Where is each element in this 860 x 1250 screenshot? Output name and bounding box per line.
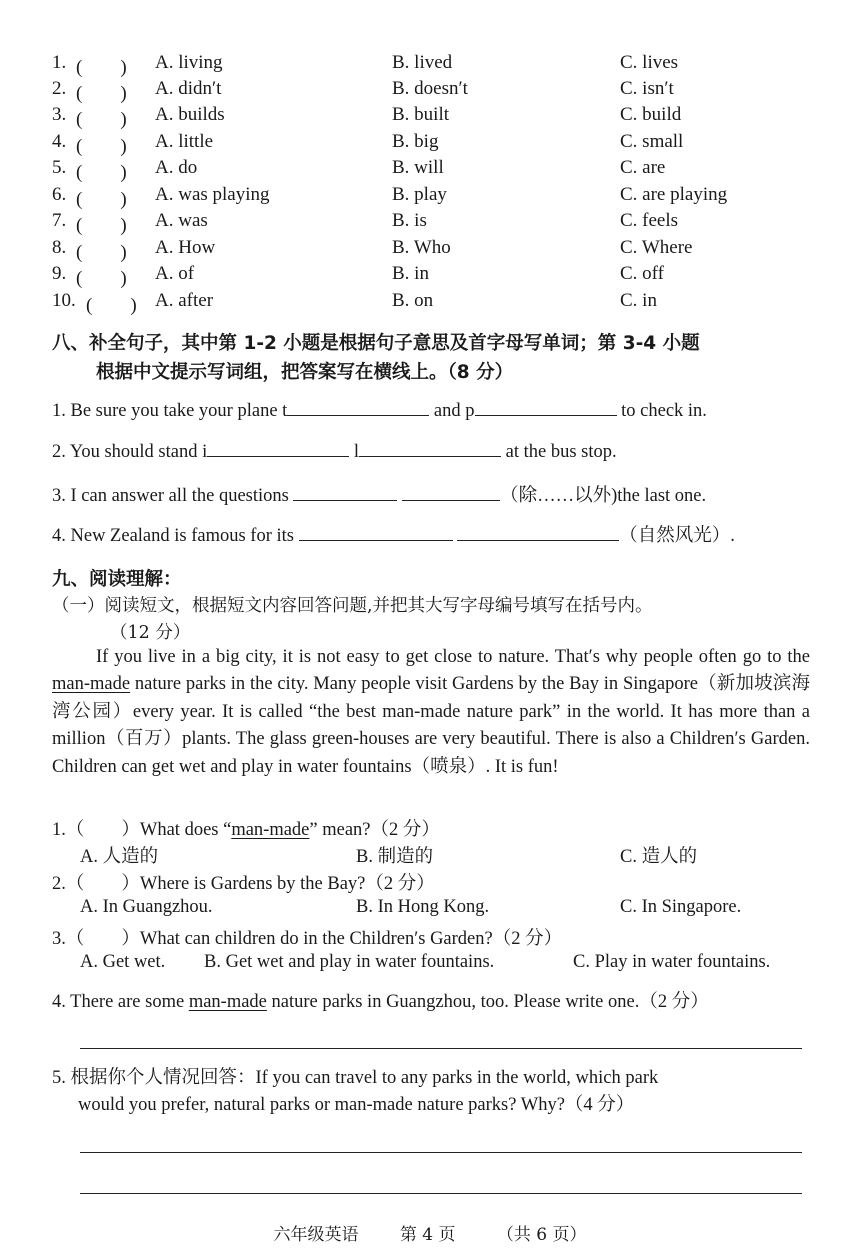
question-number: 9. bbox=[52, 263, 67, 284]
question-3-options bbox=[80, 952, 810, 978]
option-c: C. isn′t bbox=[620, 78, 674, 99]
option-a: A. was playing bbox=[155, 184, 270, 205]
footer-page-number: 第 4 页 bbox=[399, 1225, 456, 1245]
option-a: A. was bbox=[155, 210, 208, 231]
answer-blank[interactable] bbox=[402, 484, 500, 501]
option-row bbox=[52, 184, 812, 210]
question-2-options bbox=[80, 897, 810, 923]
option-row bbox=[52, 210, 812, 236]
option-b: B. play bbox=[392, 184, 447, 205]
answer-blank[interactable] bbox=[457, 524, 619, 541]
option-a: A. builds bbox=[155, 104, 225, 125]
option-b: B. in bbox=[392, 263, 429, 284]
sentence-text: 3. I can answer all the questions bbox=[52, 486, 289, 506]
answer-blank[interactable] bbox=[293, 484, 397, 501]
question-1: 1.（ ）What does “man-made” mean?（2 分） bbox=[52, 820, 440, 840]
answer-line[interactable] bbox=[80, 1193, 802, 1194]
option-c: C. in bbox=[620, 290, 657, 311]
option-row bbox=[52, 78, 812, 104]
option-c: C. feels bbox=[620, 210, 679, 231]
sentence-text: 4. New Zealand is famous for its bbox=[52, 526, 294, 546]
option-c: C. 造人的 bbox=[620, 847, 698, 867]
option-a: A. How bbox=[155, 237, 216, 258]
answer-bracket[interactable]: ( ) bbox=[76, 109, 127, 130]
underlined-term: man-made bbox=[52, 674, 131, 695]
option-row bbox=[52, 290, 812, 316]
question-number: 2. bbox=[52, 78, 67, 99]
option-b: B. is bbox=[392, 210, 427, 231]
option-a: A. In Guangzhou. bbox=[80, 897, 213, 917]
option-row bbox=[52, 131, 812, 157]
option-b: B. built bbox=[392, 104, 450, 125]
option-c: C. In Singapore. bbox=[620, 897, 742, 917]
answer-blank[interactable] bbox=[359, 440, 501, 457]
answer-bracket[interactable]: ( ) bbox=[76, 189, 127, 210]
answer-bracket[interactable]: ( ) bbox=[76, 162, 127, 183]
answer-line[interactable] bbox=[80, 1048, 802, 1049]
question-number: 6. bbox=[52, 184, 67, 205]
underlined-term: man-made bbox=[188, 992, 267, 1012]
sentence-text: 2. You should stand i bbox=[52, 442, 208, 462]
option-c: C. are bbox=[620, 157, 666, 178]
option-c: C. are playing bbox=[620, 184, 728, 205]
question-5: 5. 根据你个人情况回答：If you can travel to any parks in the world, which park bbox=[52, 1068, 659, 1088]
sentence-text: （自然风光）. bbox=[619, 526, 735, 546]
sentence-2 bbox=[52, 440, 617, 463]
question-number: 7. bbox=[52, 210, 67, 231]
question-1-options bbox=[80, 842, 810, 868]
option-row bbox=[52, 52, 812, 78]
option-a: A. of bbox=[155, 263, 195, 284]
option-row bbox=[52, 237, 812, 263]
question-number: 1. bbox=[52, 52, 67, 73]
sentence-text: 1. Be sure you take your plane t bbox=[52, 401, 288, 421]
answer-bracket[interactable]: ( ) bbox=[76, 136, 127, 157]
part-instructions: （一）阅读短文，根据短文内容回答问题,并把其大写字母编号填写在括号内。 bbox=[52, 596, 653, 616]
question-number: 5. bbox=[52, 157, 67, 178]
reading-passage: If you live in a big city, it is not easy to get close to nature. That′s why people often go to the man-made nature parks in the city. Many people visit Gardens by the Bay in Singapore（新加坡滨海湾公园）every year. It is called “the best man-made nature park” in the world. It has more than a million（百万）plants. The glass green-houses are very beautiful. There is also a Children′s Garden. Children can get wet and play in water fountains（喷泉）. It is fun! bbox=[52, 647, 810, 777]
underlined-term: man-made bbox=[231, 820, 310, 840]
option-a: A. Get wet. bbox=[80, 952, 166, 972]
option-a: A. 人造的 bbox=[80, 847, 159, 867]
option-b: B. will bbox=[392, 157, 444, 178]
option-a: A. do bbox=[155, 157, 198, 178]
sentence-text: （除……以外)the last one. bbox=[500, 486, 707, 506]
question-number: 4. bbox=[52, 131, 67, 152]
option-row bbox=[52, 157, 812, 183]
option-c: C. Play in water fountains. bbox=[573, 952, 771, 972]
sentence-4 bbox=[52, 521, 735, 547]
footer-subject: 六年级英语 bbox=[273, 1225, 359, 1245]
answer-bracket[interactable]: ( ) bbox=[76, 268, 127, 289]
question-number: 8. bbox=[52, 237, 67, 258]
section-heading: 八、补全句子，其中第 1-2 小题是根据句子意思及首字母写单词；第 3-4 小题 bbox=[52, 333, 700, 354]
option-b: B. big bbox=[392, 131, 439, 152]
option-c: C. small bbox=[620, 131, 684, 152]
answer-line[interactable] bbox=[80, 1152, 802, 1153]
answer-bracket[interactable]: ( ) bbox=[76, 57, 127, 78]
option-b: B. lived bbox=[392, 52, 453, 73]
option-b: B. Who bbox=[392, 237, 451, 258]
answer-bracket[interactable]: ( ) bbox=[76, 242, 127, 263]
option-a: A. little bbox=[155, 131, 214, 152]
sentence-3 bbox=[52, 481, 706, 507]
sentence-text: and p bbox=[433, 401, 475, 421]
answer-bracket[interactable]: ( ) bbox=[86, 295, 137, 316]
option-c: C. lives bbox=[620, 52, 679, 73]
answer-bracket[interactable]: ( ) bbox=[76, 215, 127, 236]
option-b: B. In Hong Kong. bbox=[356, 897, 490, 917]
option-a: A. didn′t bbox=[155, 78, 222, 99]
option-c: C. off bbox=[620, 263, 664, 284]
sentence-text: l bbox=[353, 442, 359, 462]
question-number: 3. bbox=[52, 104, 67, 125]
question-5-continued: would you prefer, natural parks or man-made nature parks? Why?（4 分） bbox=[78, 1095, 635, 1115]
page-footer bbox=[0, 1220, 860, 1245]
option-a: A. living bbox=[155, 52, 223, 73]
section-heading-continued: 根据中文提示写词组，把答案写在横线上。（8 分） bbox=[96, 362, 514, 383]
option-c: C. build bbox=[620, 104, 682, 125]
option-a: A. after bbox=[155, 290, 214, 311]
option-b: B. Get wet and play in water fountains. bbox=[204, 952, 495, 972]
option-b: B. on bbox=[392, 290, 434, 311]
footer-total-pages: （共 6 页） bbox=[496, 1225, 587, 1245]
answer-blank[interactable] bbox=[287, 399, 429, 416]
section-heading: 九、阅读理解： bbox=[52, 569, 182, 590]
question-3: 3.（ ）What can children do in the Children′s Garden?（2 分） bbox=[52, 929, 563, 949]
sentence-text: to check in. bbox=[621, 401, 707, 421]
answer-blank[interactable] bbox=[475, 399, 617, 416]
option-c: C. Where bbox=[620, 237, 693, 258]
question-number: 10. bbox=[52, 290, 76, 311]
sentence-1 bbox=[52, 399, 707, 422]
answer-bracket[interactable]: ( ) bbox=[76, 83, 127, 104]
answer-blank[interactable] bbox=[299, 524, 453, 541]
sentence-text: at the bus stop. bbox=[505, 442, 617, 462]
option-row bbox=[52, 263, 812, 289]
question-4: 4. There are some man-made nature parks in Guangzhou, too. Please write one.（2 分） bbox=[52, 992, 709, 1012]
option-b: B. 制造的 bbox=[356, 847, 434, 867]
question-2: 2.（ ）Where is Gardens by the Bay?（2 分） bbox=[52, 874, 435, 894]
answer-blank[interactable] bbox=[207, 440, 349, 457]
option-b: B. doesn′t bbox=[392, 78, 468, 99]
option-row bbox=[52, 104, 812, 130]
part-instructions-score: （12 分） bbox=[110, 623, 191, 643]
